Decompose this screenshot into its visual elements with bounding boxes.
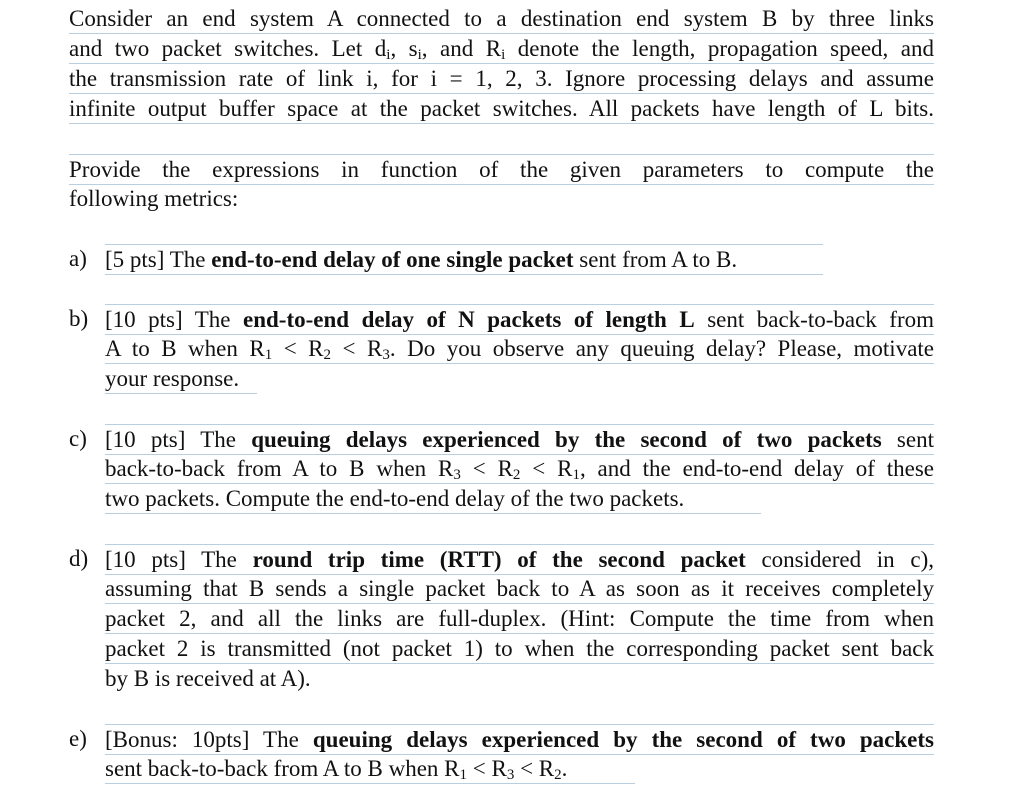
subscript: 3: [453, 467, 461, 483]
subscript: 2: [512, 467, 521, 483]
question-b-text-2a: A to B when R: [105, 336, 265, 361]
subscript: 1: [572, 467, 580, 483]
question-a-text: [5 pts] The: [105, 247, 212, 272]
subscript: i: [417, 47, 422, 63]
question-c-text-2a: back-to-back from A to B when R: [105, 456, 454, 481]
question-c-label: c): [69, 426, 87, 451]
question-d-line-1: [105, 544, 934, 575]
question-b-text-2c: < R: [331, 336, 383, 361]
question-b-text-end: sent back-to-back from: [694, 307, 934, 332]
question-d-text-end: considered in c),: [745, 547, 934, 572]
intro-text-2d: denote the length, propagation speed, and: [505, 36, 934, 61]
question-b-text-3: your response.: [105, 366, 240, 391]
question-e-label: e): [69, 726, 87, 751]
question-c-text-2c: < R: [520, 456, 573, 481]
question-e-text: [Bonus: 10pts] The: [105, 727, 313, 752]
question-c-text-end: sent: [881, 427, 934, 452]
intro-line-3: [69, 64, 934, 94]
subscript: 3: [506, 767, 515, 783]
question-c-line-2: [105, 454, 934, 484]
question-e-line-1: [105, 724, 934, 755]
subscript: 2: [554, 767, 562, 783]
question-c-line-1: [105, 424, 934, 455]
subscript: 3: [382, 347, 390, 363]
question-d-text-4: packet 2 is transmitted (not packet 1) to when the corresponding packet sent back: [105, 636, 934, 661]
question-e-text-2d: .: [561, 756, 568, 781]
question-d-line-4: [105, 634, 934, 664]
question-d-line-3: [105, 604, 934, 634]
question-d-bold: round trip time (RTT) of the second packet: [252, 547, 746, 572]
subscript: 1: [264, 347, 273, 363]
question-b-line-1: [105, 304, 934, 335]
question-d-line-2: [105, 574, 934, 604]
question-d-line-5: [105, 664, 365, 694]
question-c-text-2d: , and the end-to-end delay of these: [579, 456, 934, 481]
intro-line-2: [69, 34, 934, 64]
question-a-label: a): [69, 246, 87, 271]
intro-text-1: Consider an end system A connected to a destination end system B by three links: [69, 6, 934, 31]
instruction-line-1: [69, 154, 934, 185]
subscript: i: [386, 47, 391, 63]
question-b-text: [10 pts] The: [105, 307, 244, 332]
question-c-text: [10 pts] The: [105, 427, 252, 452]
question-b-bold: end-to-end delay of N packets of length L: [243, 307, 695, 332]
question-a-bold: end-to-end delay of one single packet: [211, 247, 574, 272]
question-e-text-2b: < R: [467, 756, 507, 781]
subscript: i: [501, 47, 506, 63]
question-b-line-3: [105, 364, 257, 394]
question-c-text-2b: < R: [460, 456, 513, 481]
question-d-text-3: packet 2, and all the links are full-duplex. (Hint: Compute the time from when: [105, 606, 934, 631]
question-d-text-2: assuming that B sends a single packet back to A as soon as it receives completely: [105, 576, 934, 601]
question-d-text: [10 pts] The: [105, 547, 253, 572]
intro-line-1: [69, 4, 934, 34]
question-b-text-2b: < R: [272, 336, 324, 361]
question-e-text-2a: sent back-to-back from A to B when R: [105, 756, 460, 781]
question-e-text-2c: < R: [514, 756, 555, 781]
instruction-text-1: Provide the expressions in function of the given parameters to compute the: [69, 157, 934, 182]
intro-text-4: infinite output buffer space at the packet switches. All packets have length of L bits.: [69, 96, 934, 121]
intro-text-3: the transmission rate of link i, for i = 1, 2, 3. Ignore processing delays and assume: [69, 66, 934, 91]
question-b-line-2: [105, 334, 934, 364]
question-e-line-2: [105, 754, 635, 784]
question-a-text-end: sent from A to B.: [573, 247, 738, 272]
question-b-label: b): [69, 306, 89, 331]
question-d-label: d): [69, 546, 89, 571]
subscript: 2: [323, 347, 332, 363]
question-d-text-5: by B is received at A).: [105, 666, 311, 691]
intro-line-4: [69, 94, 934, 124]
question-e-bold: queuing delays experienced by the second of two packets: [312, 727, 934, 752]
instruction-line-2: [69, 184, 934, 214]
subscript: 1: [459, 767, 468, 783]
question-c-text-3: two packets. Compute the end-to-end delay of the two packets.: [105, 486, 685, 511]
intro-text-2c: , and R: [421, 36, 502, 61]
question-b-text-2d: . Do you observe any queuing delay? Please, motivate: [389, 336, 935, 361]
instruction-text-2: following metrics:: [69, 186, 239, 211]
intro-text-2a: and two packet switches. Let d: [69, 36, 387, 61]
intro-text-2b: , s: [390, 36, 418, 61]
question-a-line-1: [105, 244, 823, 275]
question-c-line-3: [105, 484, 761, 514]
question-c-bold: queuing delays experienced by the second of two packets: [251, 427, 882, 452]
